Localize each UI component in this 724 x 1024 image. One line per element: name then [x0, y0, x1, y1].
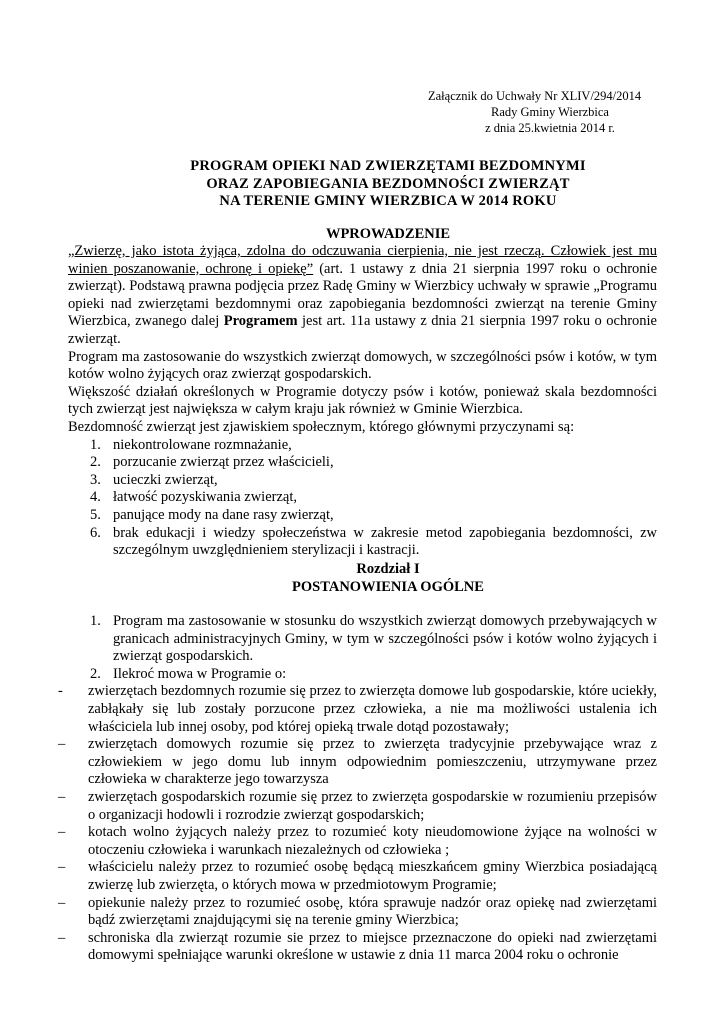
title-line-2: ORAZ ZAPOBIEGANIA BEZDOMNOŚCI ZWIERZĄT — [206, 175, 570, 192]
list-item: – kotach wolno żyjących należy przez to rozumieć koty nieudomowione żyjące na wolności w otoczeniu człowieka i warunkach niezależnych od człowieka ; — [58, 824, 657, 858]
intro-section — [68, 243, 657, 560]
header-council-name: Rady Gminy Wierzbica — [491, 105, 609, 119]
title-line-1: PROGRAM OPIEKI NAD ZWIERZĘTAMI BEZDOMNYMI — [190, 158, 586, 174]
list-item: 2. Ilekroć mowa w Programie o: — [90, 665, 287, 682]
list-item: – opiekunie należy przez to rozumieć osobę, która sprawuje nadzór oraz opiekę nad zwierzętami bądź zwierzętami znajdującymi się na terenie gminy Wierzbica; — [58, 894, 657, 929]
causes-list — [68, 437, 657, 560]
list-item: – właścicielu należy przez to rozumieć osobę będącą mieszkańcem gminy Wierzbica posiadającą zwierzę lub zwierzęta, o których mowa w przedmiotowym Programie; — [58, 859, 657, 893]
intro-heading: WPROWADZENIE — [325, 226, 451, 242]
intro-paragraph-1 — [68, 243, 657, 349]
intro-paragraph-3: Większość działań określonych w Programie dotyczy psów i kotów, ponieważ skala bezdomności tych zwierząt jest największa w całym kraju jak również w Gminie Wierzbica. — [68, 383, 657, 418]
intro-paragraph-4: Bezdomność zwierząt jest zjawiskiem społecznym, którego głównymi przyczynami są: — [68, 418, 575, 435]
general-provisions-list — [68, 613, 657, 683]
list-item: – zwierzętach domowych rozumie się przez to zwierzęta tradycyjnie przebywające wraz z człowiekiem w jego domu lub innym odpowiednim pomieszczeniu, utrzymywane przez człowieka w charakterze jego towarzysza — [58, 736, 657, 788]
header-resolution-number: Załącznik do Uchwały Nr XLIV/294/2014 — [428, 89, 642, 103]
list-item: 3. ucieczki zwierząt, — [90, 471, 218, 488]
program-term: Programem — [223, 313, 298, 330]
list-item: 1. Program ma zastosowanie w stosunku do wszystkich zwierząt domowych przebywających w granicach administracyjnych Gminy, w tym w szczególności psów i kotów wolno żyjących i zwierząt gospodarskich. — [90, 613, 657, 665]
list-item: – schroniska dla zwierząt rozumie sie przez to miejsce przeznaczone do opieki nad zwierzętami domowymi spełniające warunki określone w ustawie z dnia 11 marca 2004 roku o ochronie — [58, 929, 657, 964]
list-item: 5. panujące mody na dane rasy zwierząt, — [90, 506, 334, 523]
intro-quote-tail: (art. 1 ustawy z dnia 21 sierpnia 1997 roku o ochronie zwierząt). Podstawą prawna podjęcia przez Radę Gminy w Wierzbicy uchwały w sprawie „Programu opieki nad zwierzętami bezdomnymi oraz zapobiegania bezdomności zwierząt na terenie Gminy Wierzbica, zwanego dalej — [68, 260, 657, 330]
list-item: - zwierzętach bezdomnych rozumie się przez to zwierzęta domowe lub gospodarskie, które uciekły, zabłąkały się lub zostały porzucone przez człowieka, a nie ma możliwości ustalenia ich właściciela lub innej osoby, pod której opieką trwale dotąd pozostawały; — [58, 683, 657, 735]
definitions-list — [58, 683, 657, 965]
list-item: 6. brak edukacji i wiedzy społeczeństwa w zakresie metod zapobiegania bezdomności, zw szczególnym uwzględnieniem sterylizacji i kastracji. — [90, 524, 657, 559]
list-item: – zwierzętach gospodarskich rozumie się przez to zwierzęta gospodarskie w rozumieniu przepisów o organizacji hodowli i rozrodzie zwierząt gospodarskich; — [58, 788, 657, 823]
header-date: z dnia 25.kwietnia 2014 r. — [485, 121, 615, 135]
intro-paragraph-2: Program ma zastosowanie do wszystkich zwierząt domowych, w szczególności psów i kotów, w tym kotów wolno żyjących oraz zwierząt gospodarskich. — [68, 348, 657, 383]
intro-quote-end: jest art. 11a ustawy z dnia 21 sierpnia 1997 roku o ochronie zwierząt. — [68, 313, 657, 347]
title-line-3: NA TERENIE GMINY WIERZBICA W 2014 ROKU — [219, 193, 557, 209]
chapter-1-title: POSTANOWIENIA OGÓLNE — [292, 579, 484, 595]
chapter-1-section — [58, 613, 657, 965]
intro-quote: „Zwierzę, jako istota żyjąca, zdolna do odczuwania cierpienia, nie jest rzeczą. Człowiek jest mu winien poszanowanie, ochronę i opiekę” — [68, 243, 657, 277]
list-item: 2. porzucanie zwierząt przez właścicieli, — [90, 454, 334, 471]
list-item: 4. łatwość pozyskiwania zwierząt, — [90, 489, 297, 506]
document-title — [68, 158, 708, 211]
attachment-header — [430, 88, 670, 136]
list-item: 1. niekontrolowane rozmnażanie, — [90, 436, 292, 453]
chapter-1-number: Rozdział I — [356, 561, 420, 577]
